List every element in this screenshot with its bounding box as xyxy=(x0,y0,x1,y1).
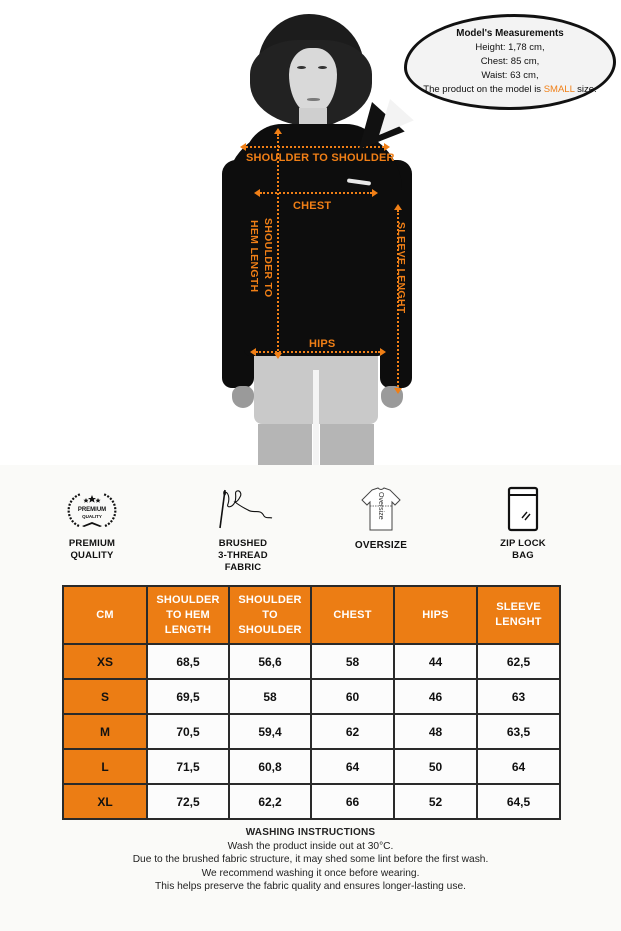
cell-sleeve-length: 64 xyxy=(477,749,560,784)
cell-shoulder-to-hem: 68,5 xyxy=(147,644,229,679)
table-row xyxy=(63,749,560,784)
cell-sleeve-length: 63 xyxy=(477,679,560,714)
hips-measure-line xyxy=(256,351,380,353)
feature-label xyxy=(188,538,298,574)
leg-gap xyxy=(313,370,319,465)
feature-label xyxy=(37,538,147,562)
svg-text:PREMIUM: PREMIUM xyxy=(77,507,107,513)
cell-shoulder-to-hem: 69,5 xyxy=(147,679,229,714)
model-measurements xyxy=(404,27,616,97)
feature-list xyxy=(40,486,600,576)
model-leg-left xyxy=(258,424,312,465)
label-hips: HIPS xyxy=(309,338,336,350)
cell-hips: 52 xyxy=(394,784,477,819)
size-prefix: The product on the model is xyxy=(423,84,544,95)
arrow-right-icon xyxy=(372,189,378,197)
table-row xyxy=(63,644,560,679)
cell-hips: 46 xyxy=(394,679,477,714)
table-row xyxy=(63,679,560,714)
header-shoulder-to-shoulder: SHOULDER TO SHOULDER xyxy=(229,586,311,644)
label-shoulder-to-shoulder: SHOULDER TO SHOULDER xyxy=(246,152,395,164)
arrow-down-icon xyxy=(394,388,402,394)
cell-shoulder-to-shoulder: 56,6 xyxy=(229,644,311,679)
model-hand-left xyxy=(232,386,254,408)
label-sleeve-length: SLEEVE LENGHT xyxy=(395,222,407,314)
zip-lock-bag-icon xyxy=(468,486,578,532)
size-label: S xyxy=(63,679,147,714)
washing-title: WASHING INSTRUCTIONS xyxy=(245,827,376,838)
feature-label-line: ZIP LOCK xyxy=(500,538,546,549)
model-eye-left xyxy=(297,66,306,69)
header-chest: CHEST xyxy=(311,586,394,644)
table-row xyxy=(63,784,560,819)
header-hips: HIPS xyxy=(394,586,477,644)
header-sleeve-length: SLEEVE LENGHT xyxy=(477,586,560,644)
needle-thread-heart-icon xyxy=(188,486,298,532)
cell-shoulder-to-shoulder: 59,4 xyxy=(229,714,311,749)
table-header-row xyxy=(63,586,560,644)
svg-text:Oversize: Oversize xyxy=(377,492,384,520)
size-suffix: size. xyxy=(574,84,597,95)
feature-label-line: OVERSIZE xyxy=(354,540,408,551)
arrow-down-icon xyxy=(274,353,282,359)
measurement-waist: Waist: 63 cm, xyxy=(481,70,539,81)
feature-label-line: 3-THREAD xyxy=(218,550,268,561)
label-hem-length: HEM LENGTH xyxy=(248,220,260,293)
measurements-title: Model's Measurements xyxy=(456,28,564,39)
feature-premium-quality xyxy=(37,486,147,562)
measurement-height: Height: 1,78 cm, xyxy=(475,42,545,53)
premium-quality-badge-icon xyxy=(37,486,147,532)
washing-line: Wash the product inside out at 30°C. xyxy=(227,840,394,852)
model-leg-right xyxy=(320,424,374,465)
cell-chest: 58 xyxy=(311,644,394,679)
model-eye-right xyxy=(318,66,327,69)
table-row xyxy=(63,714,560,749)
model-photo xyxy=(0,0,621,465)
cell-shoulder-to-hem: 72,5 xyxy=(147,784,229,819)
washing-line: This helps preserve the fabric quality and ensures longer-lasting use. xyxy=(155,881,466,893)
cell-hips: 50 xyxy=(394,749,477,784)
cell-chest: 64 xyxy=(311,749,394,784)
size-label: XS xyxy=(63,644,147,679)
arrow-left-icon xyxy=(250,348,256,356)
cell-sleeve-length: 62,5 xyxy=(477,644,560,679)
cell-shoulder-to-shoulder: 60,8 xyxy=(229,749,311,784)
washing-line: We recommend washing it once before wearing. xyxy=(201,867,420,879)
cell-hips: 48 xyxy=(394,714,477,749)
measurement-chest: Chest: 85 cm, xyxy=(480,56,540,67)
cell-chest: 62 xyxy=(311,714,394,749)
washing-instructions xyxy=(0,826,621,894)
cell-chest: 66 xyxy=(311,784,394,819)
cell-shoulder-to-hem: 71,5 xyxy=(147,749,229,784)
cell-shoulder-to-shoulder: 58 xyxy=(229,679,311,714)
label-shoulder-to: SHOULDER TO xyxy=(262,218,274,298)
oversize-tshirt-icon xyxy=(326,486,436,532)
feature-label-line: QUALITY xyxy=(70,550,114,561)
size-label: XL xyxy=(63,784,147,819)
arrow-left-icon xyxy=(240,143,246,151)
hem-measure-line xyxy=(277,134,279,354)
feature-label-line: PREMIUM xyxy=(68,538,116,549)
washing-line: Due to the brushed fabric structure, it may shed some lint before the first wash. xyxy=(132,854,489,866)
label-chest: CHEST xyxy=(293,200,332,212)
header-shoulder-to-hem: SHOULDER TO HEM LENGTH xyxy=(147,586,229,644)
svg-text:QUALITY: QUALITY xyxy=(82,514,102,519)
cell-sleeve-length: 63,5 xyxy=(477,714,560,749)
cell-hips: 44 xyxy=(394,644,477,679)
arrow-right-icon xyxy=(380,348,386,356)
feature-label xyxy=(468,538,578,562)
feature-oversize xyxy=(326,486,436,552)
size-label: M xyxy=(63,714,147,749)
header-cm: CM xyxy=(63,586,147,644)
arrow-up-icon xyxy=(394,204,402,210)
model-mouth xyxy=(307,98,320,101)
cell-shoulder-to-shoulder: 62,2 xyxy=(229,784,311,819)
arrow-left-icon xyxy=(254,189,260,197)
feature-zip-lock-bag xyxy=(468,486,578,562)
feature-label-line: FABRIC xyxy=(224,562,262,573)
feature-label-line: BAG xyxy=(512,550,534,561)
model-size-line xyxy=(404,83,616,97)
feature-label-line: BRUSHED xyxy=(218,538,268,549)
model-size-value: SMALL xyxy=(543,84,575,95)
size-label: L xyxy=(63,749,147,784)
cell-chest: 60 xyxy=(311,679,394,714)
arrow-up-icon xyxy=(274,128,282,134)
feature-label xyxy=(326,540,436,552)
feature-brushed-fabric xyxy=(188,486,298,574)
cell-sleeve-length: 64,5 xyxy=(477,784,560,819)
size-chart-table xyxy=(62,585,561,820)
cell-shoulder-to-hem: 70,5 xyxy=(147,714,229,749)
